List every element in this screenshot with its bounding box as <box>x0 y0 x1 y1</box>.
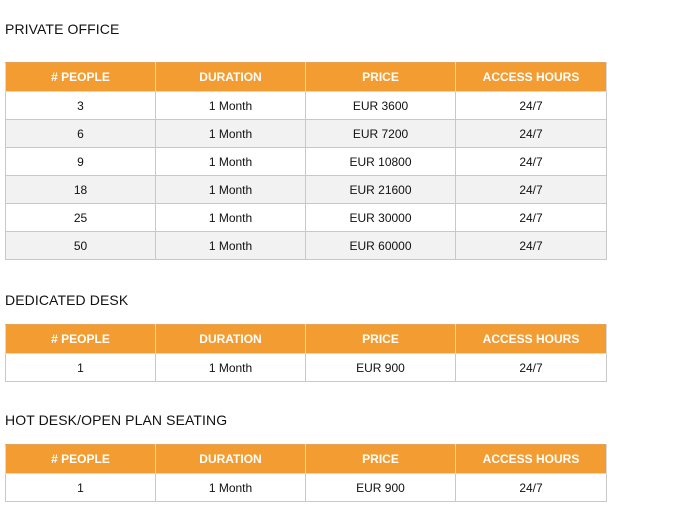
cell-duration: 1 Month <box>156 176 306 204</box>
header-access-hours: ACCESS HOURS <box>456 445 607 474</box>
cell-access-hours: 24/7 <box>456 148 607 176</box>
header-people: # PEOPLE <box>6 445 156 474</box>
table-header-row <box>6 63 607 92</box>
table-row <box>6 232 607 260</box>
cell-people: 18 <box>6 176 156 204</box>
table-row <box>6 148 607 176</box>
section-hot-desk <box>5 411 606 495</box>
table-row <box>6 120 607 148</box>
table-row <box>6 176 607 204</box>
cell-duration: 1 Month <box>156 354 306 382</box>
cell-access-hours: 24/7 <box>456 354 607 382</box>
cell-access-hours: 24/7 <box>456 92 607 120</box>
cell-people: 1 <box>6 354 156 382</box>
cell-price: EUR 60000 <box>306 232 456 260</box>
header-duration: DURATION <box>156 445 306 474</box>
cell-duration: 1 Month <box>156 474 306 502</box>
section-title: PRIVATE OFFICE <box>5 21 120 37</box>
header-price: PRICE <box>306 325 456 354</box>
header-price: PRICE <box>306 445 456 474</box>
cell-access-hours: 24/7 <box>456 232 607 260</box>
cell-duration: 1 Month <box>156 120 306 148</box>
pricing-table-dedicated-desk <box>5 324 607 382</box>
cell-access-hours: 24/7 <box>456 120 607 148</box>
section-dedicated-desk <box>5 291 606 375</box>
section-title: DEDICATED DESK <box>5 292 129 308</box>
header-price: PRICE <box>306 63 456 92</box>
header-duration: DURATION <box>156 325 306 354</box>
table-header-row <box>6 445 607 474</box>
cell-people: 6 <box>6 120 156 148</box>
cell-access-hours: 24/7 <box>456 176 607 204</box>
cell-price: EUR 900 <box>306 474 456 502</box>
table-row <box>6 474 607 502</box>
pricing-table-hot-desk <box>5 444 607 502</box>
cell-duration: 1 Month <box>156 204 306 232</box>
cell-people: 3 <box>6 92 156 120</box>
cell-people: 9 <box>6 148 156 176</box>
cell-duration: 1 Month <box>156 232 306 260</box>
cell-price: EUR 10800 <box>306 148 456 176</box>
cell-people: 25 <box>6 204 156 232</box>
table-row <box>6 204 607 232</box>
cell-price: EUR 21600 <box>306 176 456 204</box>
cell-price: EUR 900 <box>306 354 456 382</box>
cell-access-hours: 24/7 <box>456 474 607 502</box>
pricing-table-private-office <box>5 62 607 260</box>
cell-duration: 1 Month <box>156 92 306 120</box>
header-people: # PEOPLE <box>6 325 156 354</box>
cell-price: EUR 7200 <box>306 120 456 148</box>
cell-price: EUR 3600 <box>306 92 456 120</box>
cell-people: 50 <box>6 232 156 260</box>
cell-price: EUR 30000 <box>306 204 456 232</box>
table-row <box>6 354 607 382</box>
table-row <box>6 92 607 120</box>
header-access-hours: ACCESS HOURS <box>456 63 607 92</box>
cell-duration: 1 Month <box>156 148 306 176</box>
section-title: HOT DESK/OPEN PLAN SEATING <box>5 412 228 428</box>
cell-people: 1 <box>6 474 156 502</box>
table-header-row <box>6 325 607 354</box>
header-people: # PEOPLE <box>6 63 156 92</box>
header-access-hours: ACCESS HOURS <box>456 325 607 354</box>
section-private-office <box>5 20 606 253</box>
header-duration: DURATION <box>156 63 306 92</box>
cell-access-hours: 24/7 <box>456 204 607 232</box>
